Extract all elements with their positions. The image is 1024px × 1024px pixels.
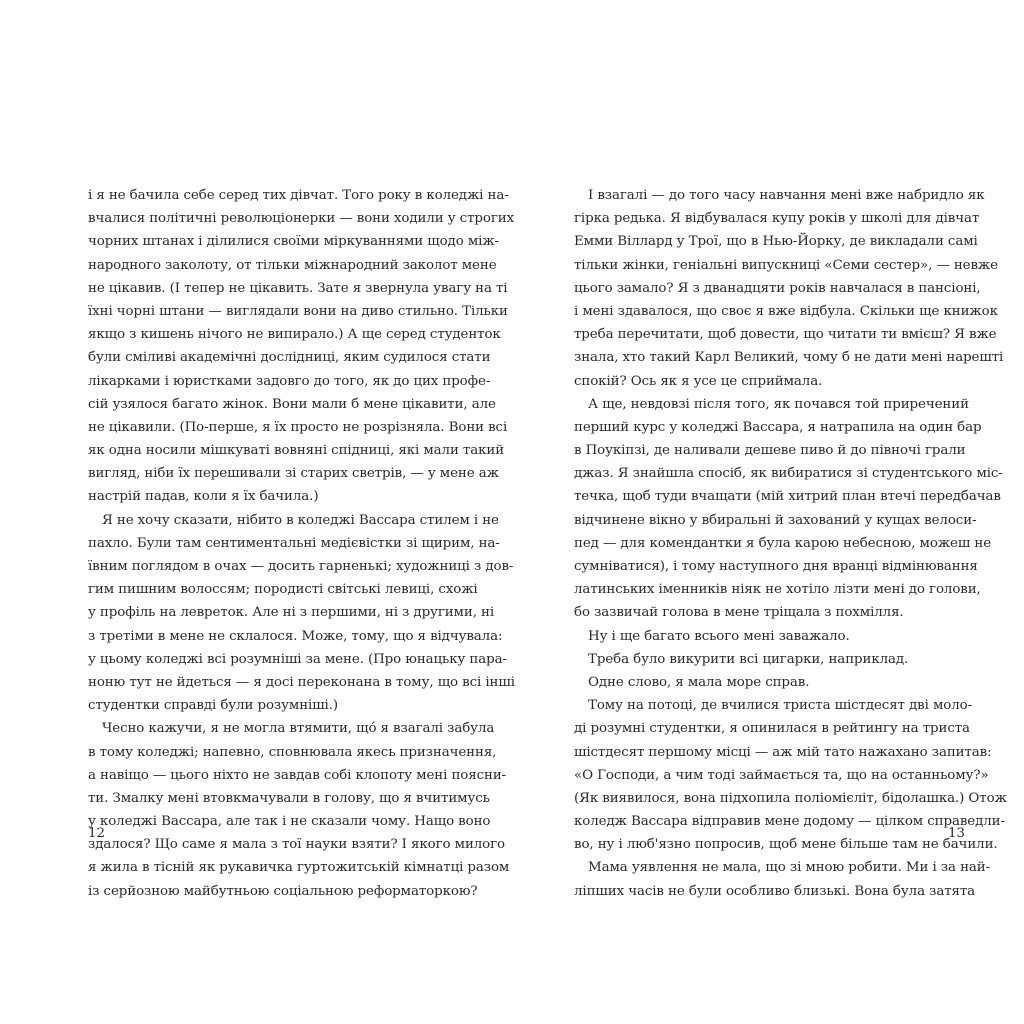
text-line: вигляд, ніби їх перешивали зі старих светрів, — у мене аж [88, 466, 499, 482]
text-line: (Як виявилося, вона підхопила поліомієліт, бідолашка.) Отож [574, 790, 1007, 806]
text-line: з третіми в мене не склалося. Може, тому, що я відчувала: [88, 628, 503, 644]
text-line: не цікавив. (І тепер не цікавить. Зате я звернула увагу на ті [88, 280, 508, 296]
text-line: у профіль на левреток. Але ні з першими, ні з другими, ні [88, 605, 495, 621]
text-line: шістдесят першому місці — аж мій тато нажахано запитав: [574, 744, 992, 760]
text-line: а навіщо — цього ніхто не завдав собі клопоту мені поясни- [88, 767, 507, 783]
text-line: треба перечитати, щоб довести, що читати ти вмієш? Я вже [574, 327, 997, 343]
text-line: цього замало? Я з дванадцяти років навчалася в пансіоні, [574, 280, 981, 296]
right-page-text [574, 184, 1007, 903]
text-line: ліпших часів не були особливо близькі. Вона була затята [574, 883, 976, 899]
text-line: Мама уявлення не мала, що зі мною робити. Ми і за най- [588, 860, 991, 876]
text-line: народного заколоту, от тільки міжнародний заколот мене [88, 257, 497, 273]
text-line: не цікавили. (По-перше, я їх просто не розрізняла. Вони всі [88, 419, 508, 435]
text-line: Одне слово, я мала море справ. [588, 674, 810, 690]
text-line: ді розумні студентки, я опинилася в рейтингу на триста [574, 721, 970, 737]
text-line: латинських іменників ніяк не хотіло лізти мені до голови, [574, 582, 981, 598]
text-line: лікарками і юристками задовго до того, як до цих профе- [88, 373, 491, 389]
text-line: пахло. Були там сентиментальні медієвістки зі щирим, на- [88, 535, 500, 551]
text-line: я жила в тісній як рукавичка гуртожитській кімнатці разом [88, 860, 510, 876]
text-line: во, ну і люб'язно попросив, щоб мене більше там не бачили. [574, 837, 998, 853]
text-line: настрій падав, коли я їх бачила.) [88, 489, 319, 505]
text-line: тільки жінки, геніальні випускниці «Семи сестер», — невже [574, 257, 998, 273]
text-line: гим пишним волоссям; породисті світські левиці, схожі [88, 582, 478, 598]
text-line: були сміливі академічні дослідниці, яким судилося стати [88, 350, 491, 366]
text-line: спокій? Ось як я усе це сприймала. [574, 373, 823, 389]
text-line: джаз. Я знайшла спосіб, як вибиратися зі студентського міс- [574, 466, 1003, 482]
text-line: А ще, невдовзі після того, як почався той приречений [588, 396, 969, 412]
text-line: бо зазвичай голова в мене тріщала з похмілля. [574, 605, 904, 621]
text-line: вчалися політичні революціонерки — вони ходили у строгих [88, 211, 515, 227]
text-line: гірка редька. Я відбувалася купу років у школі для дівчат [574, 211, 980, 227]
text-line: Я не хочу сказати, нібито в коледжі Вассара стилем і не [102, 512, 499, 528]
text-line: у коледжі Вассара, але так і не сказали чому. Нащо воно [88, 814, 491, 830]
text-line: ноню тут не йдеться — я досі переконана в тому, що всі інші [88, 674, 515, 690]
right-page-number: 13 [948, 826, 966, 841]
text-line: як одна носили мішкуваті вовняні спідниці, які мали такий [88, 443, 505, 459]
text-line: коледж Вассара відправив мене додому — цілком справедли- [574, 814, 1005, 830]
text-line: перший курс у коледжі Вассара, я натрапила на один бар [574, 419, 982, 435]
text-line: Треба було викурити всі цигарки, наприклад. [588, 651, 909, 667]
text-line: із серйозною майбутньою соціальною реформаторкою? [88, 883, 478, 899]
text-line: їхні чорні штани — виглядали вони на диво стильно. Тільки [88, 303, 508, 319]
text-line: ївним поглядом в очах — досить гарненькі; художниці з дов- [88, 559, 514, 574]
text-line: чорних штанах і ділилися своїми міркуваннями щодо між- [88, 234, 499, 250]
text-line: в тому коледжі; напевно, сповнювала якесь призначення, [88, 744, 497, 760]
text-line: течка, щоб туди вчащати (мій хитрий план втечі передбачав [574, 489, 1001, 505]
text-line: Емми Віллард у Трої, що в Нью-Йорку, де викладали самі [574, 234, 978, 250]
text-line: здалося? Що саме я мала з тої науки взяти? І якого милого [88, 837, 506, 853]
text-line: в Поукіпзі, де наливали дешеве пиво й до півночі грали [574, 443, 966, 459]
text-line: відчинене вікно у вбиральні й захований у кущах велоси- [574, 512, 977, 528]
text-line: ти. Змалку мені втовкмачували в голову, що я вчитимусь [88, 790, 490, 806]
text-line: і мені здавалося, що своє я вже відбула. Скільки ще книжок [574, 303, 998, 319]
text-line: знала, хто такий Карл Великий, чому б не дати мені нарешті [574, 350, 1004, 366]
text-line: І взагалі — до того часу навчання мені вже набридло як [588, 188, 985, 203]
text-line: сій узялося багато жінок. Вони мали б мене цікавити, але [88, 396, 496, 412]
left-page-text [88, 184, 515, 903]
text-line: якщо з кишень нічого не випирало.) А ще серед студенток [88, 327, 501, 343]
text-line: Тому на потоці, де вчилися триста шістдесят дві моло- [588, 698, 973, 714]
text-line: «О Господи, а чим тоді займається та, що на останньому?» [574, 767, 989, 783]
text-line: пед — для комендантки я була карою небесною, можеш не [574, 535, 992, 551]
text-line: і я не бачила себе серед тих дівчат. Того року в коледжі на- [88, 188, 509, 203]
left-page-number: 12 [88, 826, 106, 841]
text-line: сумніватися), і тому наступного дня вранці відмінювання [574, 559, 978, 574]
text-line: Чесно кажучи, я не могла втямити, що́ я взагалі забула [102, 721, 495, 737]
text-line: у цьому коледжі всі розумніші за мене. (Про юнацьку пара- [88, 651, 507, 667]
text-line: студентки справді були розумніші.) [88, 698, 339, 714]
text-line: Ну і ще багато всього мені заважало. [588, 628, 850, 644]
